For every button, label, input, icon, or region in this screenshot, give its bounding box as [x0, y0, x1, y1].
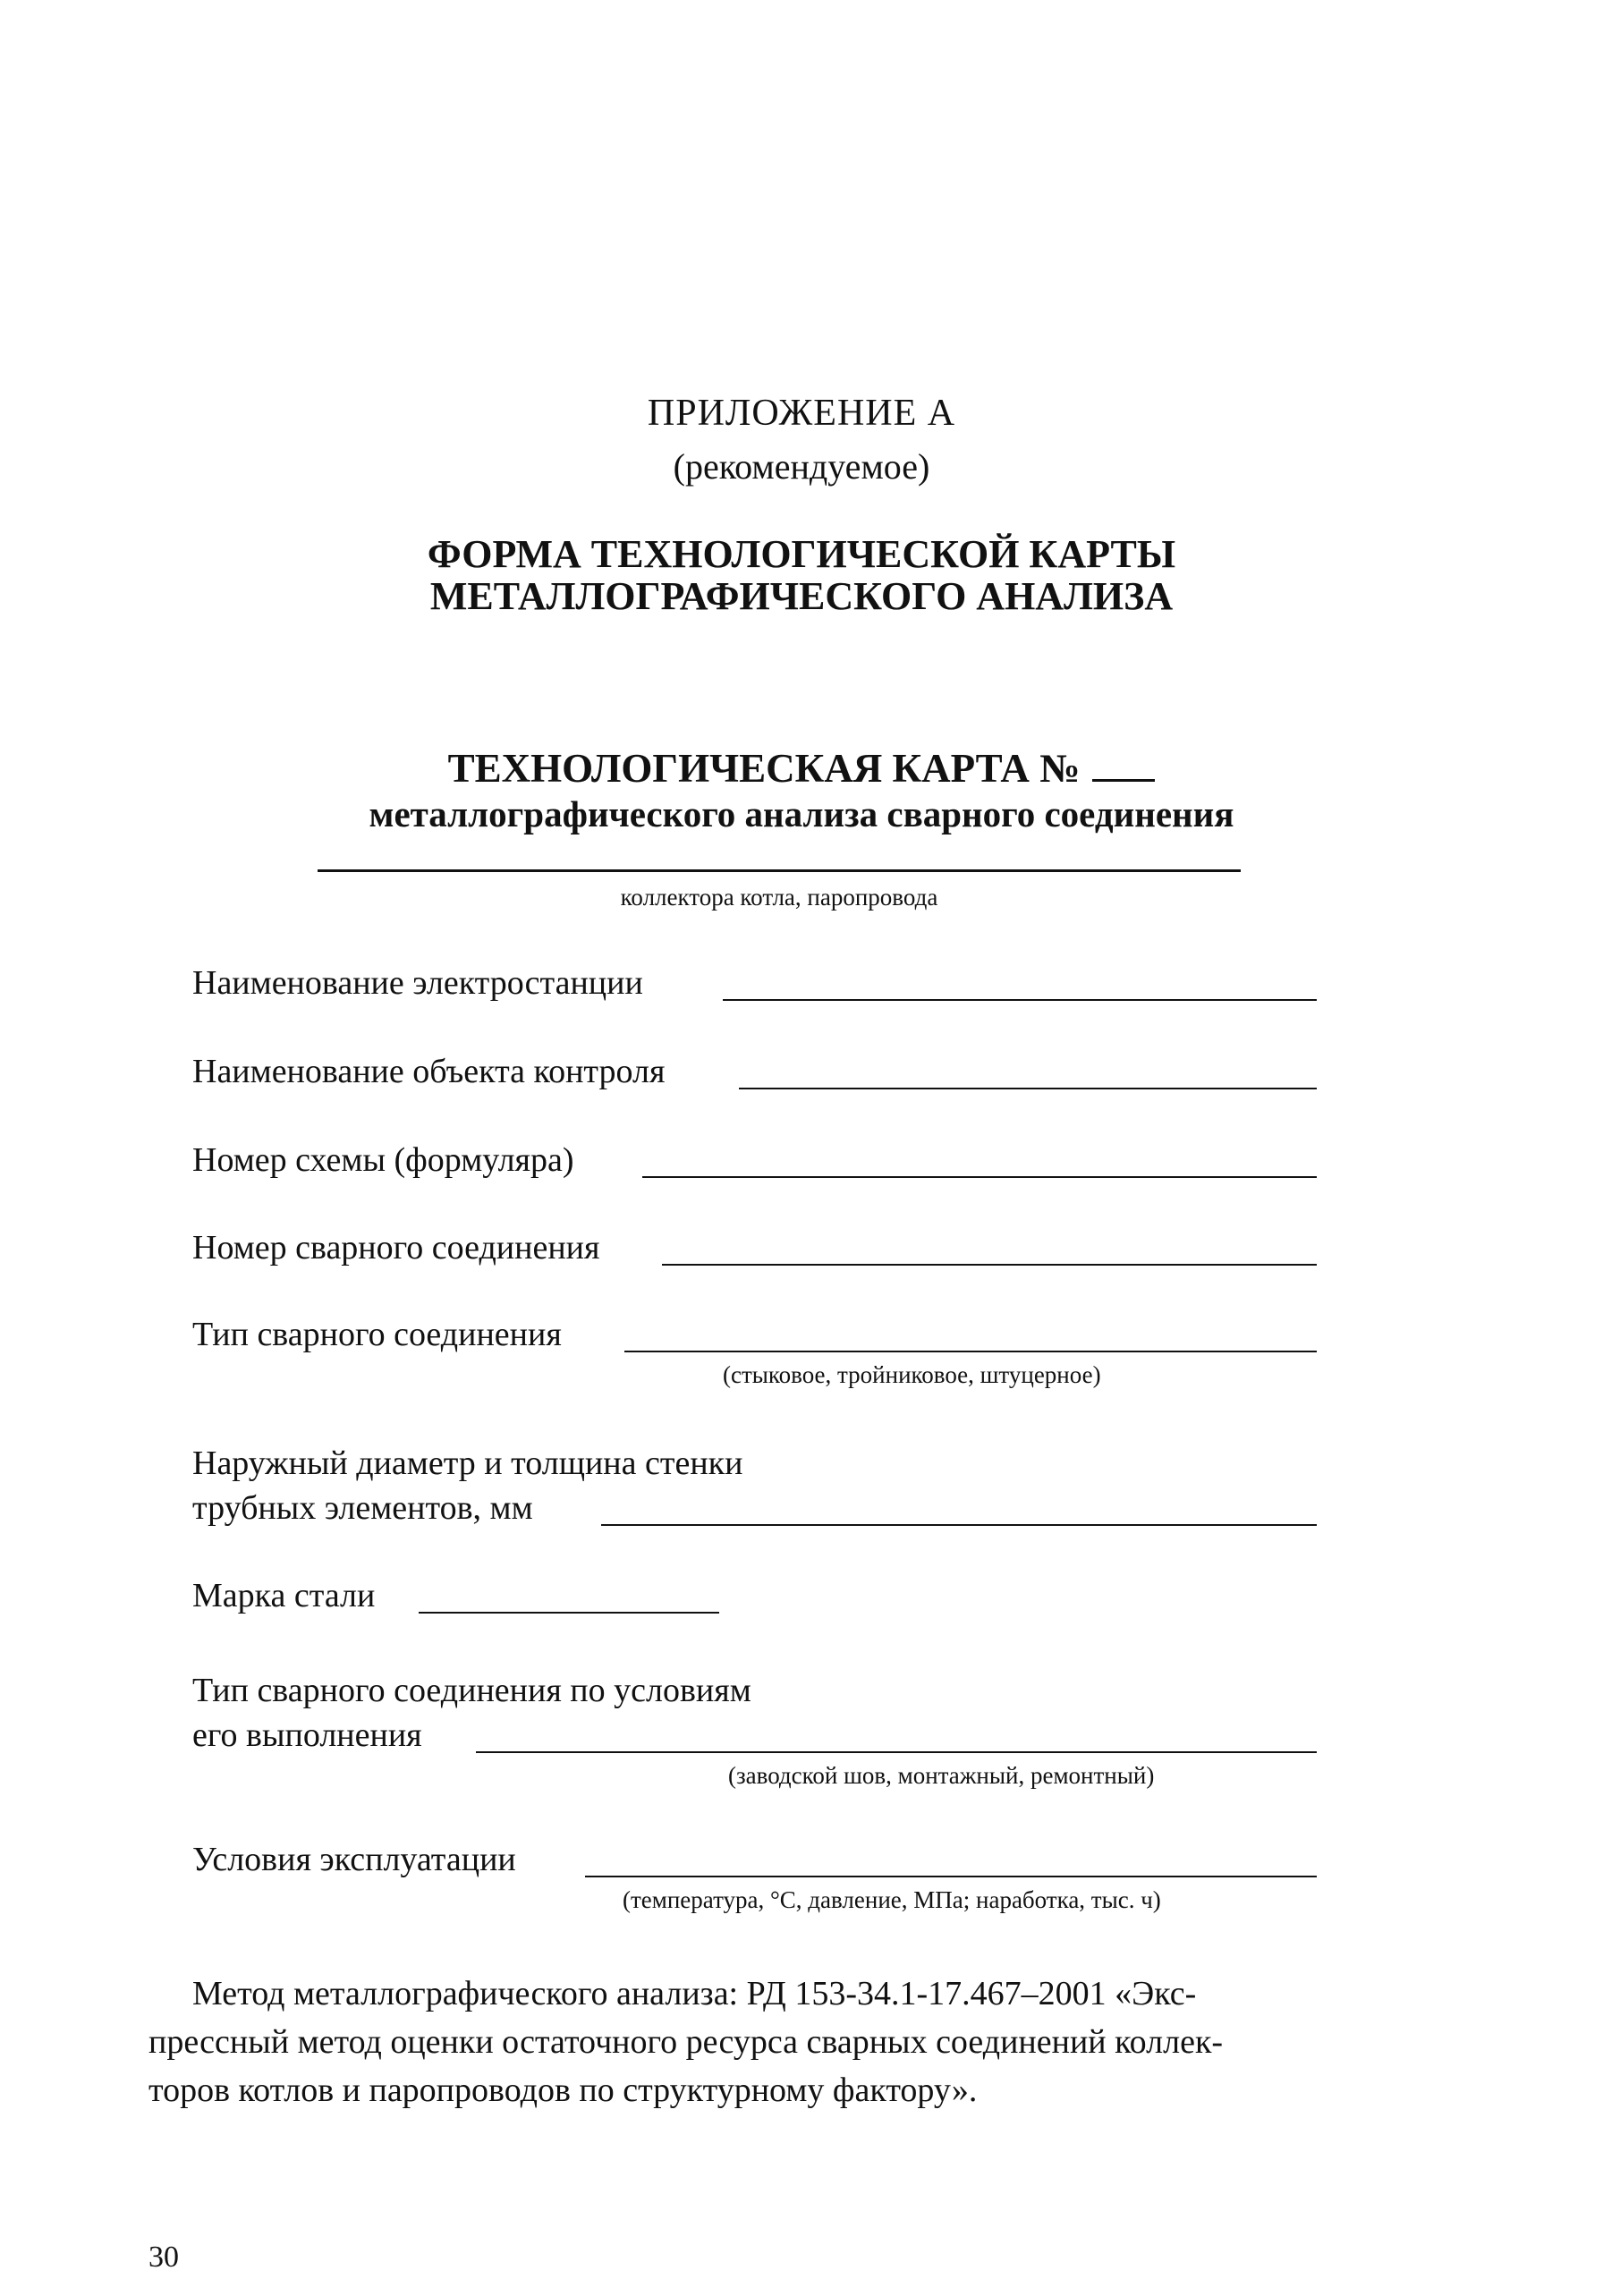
field-operation-line[interactable]: [585, 1876, 1317, 1877]
card-subtitle: металлографического анализа сварного соединения: [369, 793, 1234, 835]
form-title-line2: МЕТАЛЛОГРАФИЧЕСКОГО АНАЛИЗА: [429, 574, 1174, 618]
page-number: 30: [148, 2241, 179, 2274]
card-title: [0, 745, 1603, 792]
method-line1: Метод металлографического анализа: РД 153-34.1-17.467–2001 «Экс-: [192, 1975, 1197, 2012]
field-joint-type-hint: (стыковое, тройниковое, штуцерное): [723, 1361, 1101, 1388]
field-joint-type-line[interactable]: [624, 1351, 1317, 1352]
field-joint-number-line[interactable]: [662, 1264, 1317, 1266]
method-line3: торов котлов и паропроводов по структурному фактору».: [148, 2071, 978, 2109]
field-operation-hint: (температура, °С, давление, МПа; наработка, тыс. ч): [623, 1886, 1161, 1913]
field-execution-line[interactable]: [476, 1751, 1317, 1753]
field-power-station-label: Наименование электростанции: [192, 964, 643, 1002]
field-steel-grade-line[interactable]: [419, 1612, 719, 1614]
card-number-blank[interactable]: [1092, 752, 1155, 782]
field-object-label: Наименование объекта контроля: [192, 1053, 666, 1090]
subject-blank-line[interactable]: [318, 869, 1241, 872]
field-execution-label-line1: Тип сварного соединения по условиям: [192, 1672, 751, 1709]
form-title-line1: ФОРМА ТЕХНОЛОГИЧЕСКОЙ КАРТЫ: [427, 532, 1176, 576]
field-diameter-label-line2: трубных элементов, мм: [192, 1489, 533, 1527]
appendix-title: ПРИЛОЖЕНИЕ А: [647, 393, 956, 434]
field-joint-type-label: Тип сварного соединения: [192, 1316, 562, 1353]
field-diameter-line[interactable]: [601, 1524, 1317, 1526]
card-title-text: ТЕХНОЛОГИЧЕСКАЯ КАРТА №: [447, 746, 1081, 791]
field-scheme-line[interactable]: [642, 1176, 1317, 1178]
subject-caption: коллектора котла, паропровода: [620, 884, 938, 911]
field-joint-number-label: Номер сварного соединения: [192, 1229, 600, 1267]
field-object-line[interactable]: [739, 1088, 1317, 1089]
field-operation-label: Условия эксплуатации: [192, 1841, 516, 1878]
field-scheme-label: Номер схемы (формуляра): [192, 1141, 574, 1179]
field-power-station-line[interactable]: [723, 999, 1317, 1001]
method-line2: прессный метод оценки остаточного ресурса сварных соединений коллек-: [148, 2023, 1224, 2061]
field-diameter-label-line1: Наружный диаметр и толщина стенки: [192, 1445, 743, 1482]
field-steel-grade-label: Марка стали: [192, 1577, 376, 1614]
field-execution-hint: (заводской шов, монтажный, ремонтный): [728, 1762, 1155, 1789]
appendix-note: (рекомендуемое): [673, 446, 930, 487]
field-execution-label-line2: его выполнения: [192, 1716, 422, 1754]
